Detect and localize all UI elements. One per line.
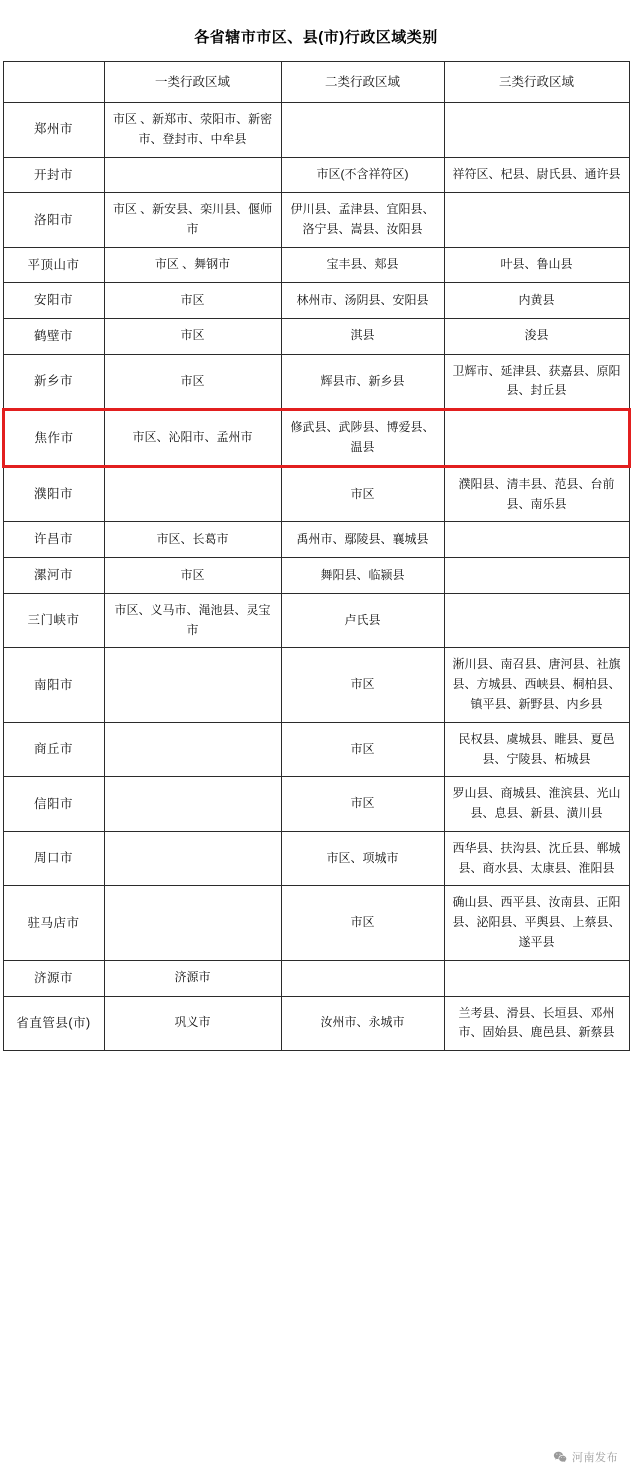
header-cell-class-three: 三类行政区域 [444,62,629,103]
cell-class-three [444,522,629,558]
cell-class-one: 市区 [104,354,281,410]
cell-class-two: 市区 [281,777,444,832]
table-row [3,593,629,648]
header-cell-class-two: 二类行政区域 [281,62,444,103]
cell-class-three: 西华县、扶沟县、沈丘县、郸城县、商水县、太康县、淮阳县 [444,831,629,886]
cell-class-three [444,193,629,248]
cell-class-two: 舞阳县、临颍县 [281,558,444,594]
cell-class-three: 兰考县、滑县、长垣县、邓州市、固始县、鹿邑县、新蔡县 [444,996,629,1051]
table-row [3,886,629,960]
table-row [3,777,629,832]
administrative-region-table [2,61,631,1051]
header-cell-blank [3,62,104,103]
cell-class-three: 罗山县、商城县、淮滨县、光山县、息县、新县、潢川县 [444,777,629,832]
cell-class-one [104,831,281,886]
cell-city: 洛阳市 [3,193,104,248]
cell-class-three [444,558,629,594]
table-body [3,103,629,1051]
cell-class-two: 市区 [281,886,444,960]
page-title: 各省辖市市区、县(市)行政区域类别 [194,29,438,46]
table-row [3,831,629,886]
cell-city: 驻马店市 [3,886,104,960]
cell-class-three [444,410,629,467]
cell-class-two: 卢氏县 [281,593,444,648]
cell-class-one [104,157,281,193]
cell-city: 商丘市 [3,722,104,777]
table-header-row [3,62,629,103]
table-row [3,466,629,522]
cell-class-one [104,648,281,722]
table-row [3,193,629,248]
cell-class-one: 市区、义马市、渑池县、灵宝市 [104,593,281,648]
cell-class-three [444,103,629,158]
cell-class-two: 汝州市、永城市 [281,996,444,1051]
cell-class-three: 祥符区、杞县、尉氏县、通许县 [444,157,629,193]
table-row [3,996,629,1051]
cell-class-one [104,777,281,832]
table-row [3,522,629,558]
table-row [3,410,629,467]
cell-class-one: 市区 、新郑市、荥阳市、新密市、登封市、中牟县 [104,103,281,158]
footer-label: 河南发布 [572,1452,618,1464]
cell-class-three [444,960,629,996]
cell-city: 平顶山市 [3,247,104,283]
cell-class-two: 禹州市、鄢陵县、襄城县 [281,522,444,558]
cell-city: 安阳市 [3,283,104,319]
cell-class-one: 市区 [104,283,281,319]
cell-city: 三门峡市 [3,593,104,648]
cell-city: 漯河市 [3,558,104,594]
cell-city: 焦作市 [3,410,104,467]
cell-class-two: 市区(不含祥符区) [281,157,444,193]
table-row [3,247,629,283]
cell-class-one: 市区 [104,319,281,355]
cell-class-two: 淇县 [281,319,444,355]
cell-class-two: 修武县、武陟县、博爱县、温县 [281,410,444,467]
cell-city: 省直管县(市) [3,996,104,1051]
cell-class-three: 叶县、鲁山县 [444,247,629,283]
footer-watermark [553,1449,618,1465]
cell-class-three: 卫辉市、延津县、获嘉县、原阳县、封丘县 [444,354,629,410]
cell-class-one: 市区 、新安县、栾川县、偃师市 [104,193,281,248]
cell-class-two: 市区 [281,466,444,522]
table-row [3,319,629,355]
cell-class-one: 市区、长葛市 [104,522,281,558]
table-row [3,558,629,594]
cell-city: 濮阳市 [3,466,104,522]
cell-class-one: 济源市 [104,960,281,996]
cell-class-one: 市区 [104,558,281,594]
cell-class-two: 林州市、汤阴县、安阳县 [281,283,444,319]
cell-city: 许昌市 [3,522,104,558]
cell-city: 济源市 [3,960,104,996]
cell-class-three: 内黄县 [444,283,629,319]
cell-class-one [104,466,281,522]
cell-class-three: 浚县 [444,319,629,355]
table-header [3,62,629,103]
wechat-icon [553,1450,567,1464]
cell-city: 新乡市 [3,354,104,410]
table-row [3,960,629,996]
table-row [3,722,629,777]
cell-city: 南阳市 [3,648,104,722]
cell-class-two [281,960,444,996]
table-row [3,354,629,410]
cell-class-three: 濮阳县、清丰县、范县、台前县、南乐县 [444,466,629,522]
cell-city: 周口市 [3,831,104,886]
cell-class-one [104,886,281,960]
cell-city: 郑州市 [3,103,104,158]
table-row [3,103,629,158]
cell-class-three [444,593,629,648]
cell-class-one: 巩义市 [104,996,281,1051]
header-cell-class-one: 一类行政区域 [104,62,281,103]
cell-class-two: 市区 [281,648,444,722]
cell-class-one [104,722,281,777]
cell-class-two [281,103,444,158]
table-row [3,283,629,319]
table-row [3,157,629,193]
cell-class-three: 确山县、西平县、汝南县、正阳县、泌阳县、平舆县、上蔡县、遂平县 [444,886,629,960]
table-row [3,648,629,722]
cell-class-three: 民权县、虞城县、睢县、夏邑县、宁陵县、柘城县 [444,722,629,777]
cell-class-two: 宝丰县、郏县 [281,247,444,283]
cell-class-three: 淅川县、南召县、唐河县、社旗县、方城县、西峡县、桐柏县、镇平县、新野县、内乡县 [444,648,629,722]
cell-class-two: 市区、项城市 [281,831,444,886]
cell-city: 开封市 [3,157,104,193]
cell-class-two: 辉县市、新乡县 [281,354,444,410]
cell-class-two: 伊川县、孟津县、宜阳县、洛宁县、嵩县、汝阳县 [281,193,444,248]
cell-class-one: 市区、沁阳市、孟州市 [104,410,281,467]
cell-city: 鹤壁市 [3,319,104,355]
cell-class-one: 市区 、舞钢市 [104,247,281,283]
cell-city: 信阳市 [3,777,104,832]
cell-class-two: 市区 [281,722,444,777]
